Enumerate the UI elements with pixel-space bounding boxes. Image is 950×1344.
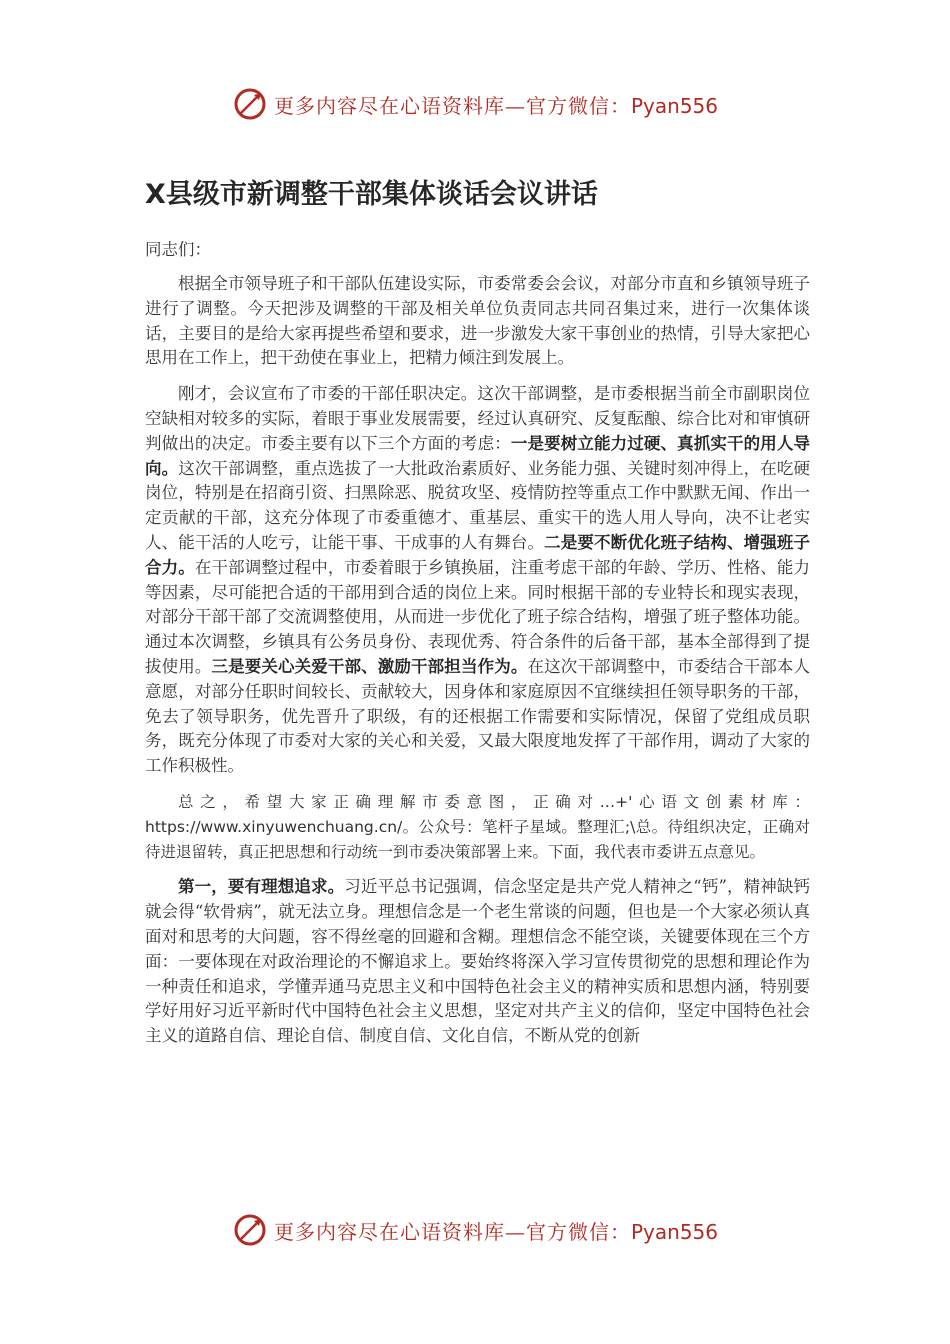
logo-icon [232,86,268,122]
point-3-heading: 三是要关心关爱干部、激励干部担当作为。 [211,656,528,676]
paragraph-3: 总之，希望大家正确理解市委意图，正确对…+'心语文创素材库：https://www.xinyuwenchuang.cn/。公众号：笔杆子星域。整理汇;\总。待组织决定，正确对待进退留转，真正把思想和行动统一到市委决策部署上来。下面，我代表市委讲五点意见。 [145,792,810,861]
banner-text: 更多内容尽在心语资料库—官方微信：Pyan556 [273,93,718,118]
document-title: X县级市新调整干部集体谈话会议讲话 [145,179,598,210]
footer-banner [0,1206,950,1254]
document-body [145,175,810,1060]
banner-text: 更多内容尽在心语资料库—官方微信：Pyan556 [273,1219,718,1244]
point-1-heading: 一是要树立能力过硬、真抓实干的用人导向。 [145,433,811,478]
paragraph-4: 第一，要有理想追求。习近平总书记强调，信念坚定是共产党人精神之“钙”，精神缺钙就会得“软骨病”，就无法立身。理想信念是一个老生常谈的问题，但也是一个大家必须认真面对和思考的大问题，容不得丝毫的回避和含糊。理想信念不能空谈，关键要体现在三个方面：一要体现在对政治理论的不懈追求上。要始终将深入学习宣传贯彻党的思想和理论作为一种责任和追求，学懂弄通马克思主义和中国特色社会主义的精神实质和思想内涵，特别要学好用好习近平新时代中国特色社会主义思想，坚定对共产主义的信仰，坚定中国特色社会主义的道路自信、理论自信、制度自信、文化自信，不断从党的创新 [145,877,810,1046]
salutation: 同志们： [145,240,211,259]
paragraph-1: 根据全市领导班子和干部队伍建设实际，市委常委会会议，对部分市直和乡镇领导班子进行了调整。今天把涉及调整的干部及相关单位负责同志共同召集过来，进行一次集体谈话，主要目的是给大家再提些希望和要求，进一步激发大家干事创业的热情，引导大家把心思用在工作上，把干劲使在事业上，把精力倾注到发展上。 [145,274,810,368]
point-2-heading: 二是要不断优化班子结构、增强班子合力。 [145,532,811,577]
paragraph-2: 刚才，会议宣布了市委的干部任职决定。这次干部调整，是市委根据当前全市副职岗位空缺相对较多的实际，着眼于事业发展需要，经过认真研究、反复酝酿、综合比对和审慎研判做出的决定。市委主要有以下三个方面的考虑：一是要树立能力过硬、真抓实干的用人导向。这次干部调整，重点选拔了一大批政治素质好、业务能力强、关键时刻冲得上，在吃硬岗位，特别是在招商引资、扫黑除恶、脱贫攻坚、疫情防控等重点工作中默默无闻、作出一定贡献的干部，这充分体现了市委重德才、重基层、重实干的选人用人导向，决不让老实人、能干活的人吃亏，让能干事、干成事的人有舞台。二是要不断优化班子结构、增强班子合力。在干部调整过程中，市委着眼于乡镇换届，注重考虑干部的年龄、学历、性格、能力等因素，尽可能把合适的干部用到合适的岗位上来。同时根据干部的专业特长和现实表现，对部分干部干部了交流调整使用，从而进一步优化了班子综合结构，增强了班子整体功能。通过本次调整，乡镇具有公务员身份、表现优秀、符合条件的后备干部，基本全部得到了提拔使用。三是要关心关爱干部、激励干部担当作为。在这次干部调整中，市委结合干部本人意愿，对部分任职时间较长、贡献较大，因身体和家庭原因不宜继续担任领导职务的干部，免去了领导职务，优先晋升了职级，有的还根据工作需要和实际情况，保留了党组成员职务，既充分体现了市委对大家的关心和关爱，又最大限度地发挥了干部作用，调动了大家的工作积极性。 [145,384,811,776]
header-banner [0,80,950,128]
logo-icon [232,1212,268,1248]
section-1-heading: 第一，要有理想追求。 [178,877,345,897]
